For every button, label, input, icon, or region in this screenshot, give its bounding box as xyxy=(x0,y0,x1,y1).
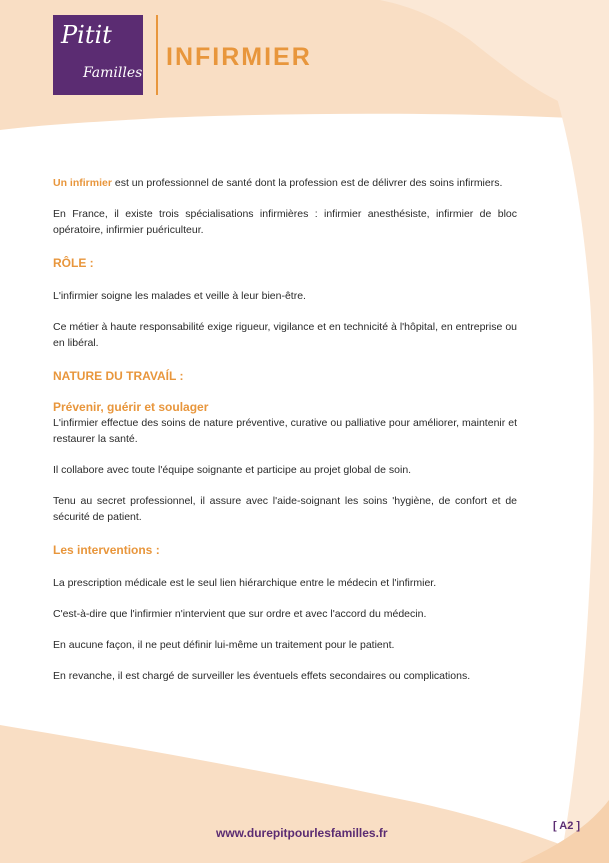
intro-paragraph xyxy=(53,175,517,191)
main-content xyxy=(53,175,517,699)
prevenir-heading: Prévenir, guérir et soulager xyxy=(53,400,209,414)
intro-text: est un professionnel de santé dont la profession est de délivrer des soins infirmiers. xyxy=(111,177,503,189)
right-wave xyxy=(520,0,609,863)
title-divider xyxy=(156,15,158,95)
interventions-paragraph-2: C'est-à-dire que l'infirmier n'intervient que sur ordre et avec l'accord du médecin. xyxy=(53,608,427,620)
page-number: [ A2 ] xyxy=(553,820,581,832)
role-paragraph-2: Ce métier à haute responsabilité exige rigueur, vigilance et en technicité à l'hôpital, en entreprise ou en libéral. xyxy=(53,321,517,349)
specialisations-paragraph: En France, il existe trois spécialisations infirmières : infirmier anesthésiste, infirmier de bloc opératoire, infirmier puériculteur. xyxy=(53,208,517,236)
nature-heading: NATURE DU TRAVAÍL : xyxy=(53,369,184,383)
interventions-paragraph-1: La prescription médicale est le seul lien hiérarchique entre le médecin et l'infirmier. xyxy=(53,577,437,589)
logo-text-top: Pitit xyxy=(61,21,112,49)
interventions-paragraph-4: En revanche, il est chargé de surveiller les éventuels effets secondaires ou complications. xyxy=(53,670,471,682)
bottom-wave xyxy=(0,725,609,863)
intro-highlight: Un infirmier xyxy=(53,177,112,189)
logo-text-bottom: Familles xyxy=(83,65,143,81)
prevenir-paragraph-1: L'infirmier effectue des soins de nature préventive, curative ou palliative pour améliorer, maintenir et restaurer la santé. xyxy=(53,417,517,445)
interventions-paragraph-3: En aucune façon, il ne peut définir lui-même un traitement pour le patient. xyxy=(53,639,395,651)
page-title: INFIRMIER xyxy=(166,43,312,71)
role-paragraph-1: L'infirmier soigne les malades et veille à leur bien-être. xyxy=(53,290,306,302)
footer-url: www.durepitpourlesfamilles.fr xyxy=(216,826,388,840)
prevenir-paragraph-3: Tenu au secret professionnel, il assure avec l'aide-soignant les soins 'hygiène, de confort et de sécurité de patient. xyxy=(53,495,517,523)
interventions-heading: Les interventions : xyxy=(53,543,160,557)
role-heading: RÔLE : xyxy=(53,256,94,270)
logo xyxy=(53,15,143,95)
prevenir-paragraph-2: Il collabore avec toute l'équipe soignante et participe au projet global de soin. xyxy=(53,464,412,476)
